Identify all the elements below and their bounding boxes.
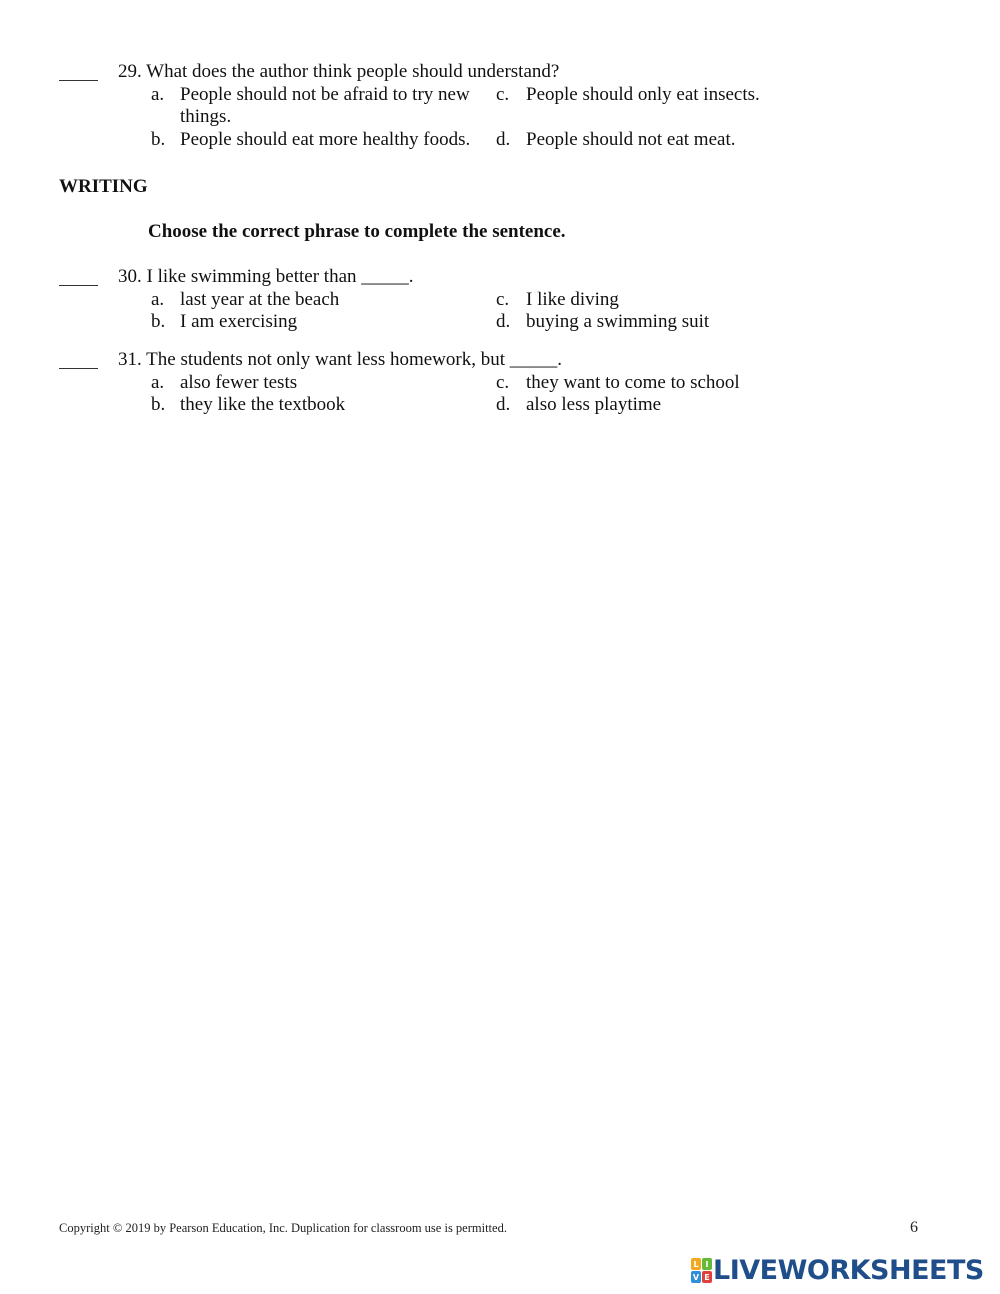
logo-mark-icon [691,1258,711,1282]
question-31-prompt: 31. The students not only want less homework, but _____. [118,349,563,370]
question-30-prompt: 30. I like swimming better than _____. [118,266,414,287]
option-letter: b. [151,394,166,415]
section-instruction: Choose the correct phrase to complete the sentence. [148,221,566,242]
option-text: People should eat more healthy foods. [180,129,471,150]
answer-blank-30[interactable] [59,285,98,286]
option-text: they like the textbook [180,394,346,415]
answer-blank-29[interactable] [59,80,98,81]
option-text-continued: things. [180,106,232,127]
option-letter: d. [496,311,511,332]
option-text: People should not eat meat. [526,129,736,150]
logo-cell: L [691,1258,701,1270]
liveworksheets-logo[interactable] [691,1255,984,1285]
logo-text: LIVEWORKSHEETS [713,1254,984,1286]
option-letter: a. [151,289,165,310]
option-letter: b. [151,129,166,150]
option-text: they want to come to school [526,372,740,393]
option-text: People should not be afraid to try new [180,84,470,105]
option-letter: d. [496,129,511,150]
option-letter: d. [496,394,511,415]
question-29-prompt: 29. What does the author think people should understand? [118,61,560,82]
option-text: last year at the beach [180,289,340,310]
copyright-notice: Copyright © 2019 by Pearson Education, Inc. Duplication for classroom use is permitted. [59,1221,507,1235]
option-text: buying a swimming suit [526,311,710,332]
option-text: I like diving [526,289,619,310]
option-text: I am exercising [180,311,298,332]
page-number: 6 [910,1219,918,1236]
option-letter: b. [151,311,166,332]
logo-cell: V [692,1272,700,1282]
option-letter: c. [496,289,510,310]
option-letter: c. [496,372,510,393]
option-text: also fewer tests [180,372,298,393]
option-letter: a. [151,84,165,105]
option-letter: c. [496,84,510,105]
option-text: also less playtime [526,394,662,415]
option-text: People should only eat insects. [526,84,760,105]
option-letter: a. [151,372,165,393]
logo-cell: I [702,1258,712,1270]
section-title: WRITING [59,176,148,197]
logo-cell: E [702,1271,712,1283]
answer-blank-31[interactable] [59,368,98,369]
